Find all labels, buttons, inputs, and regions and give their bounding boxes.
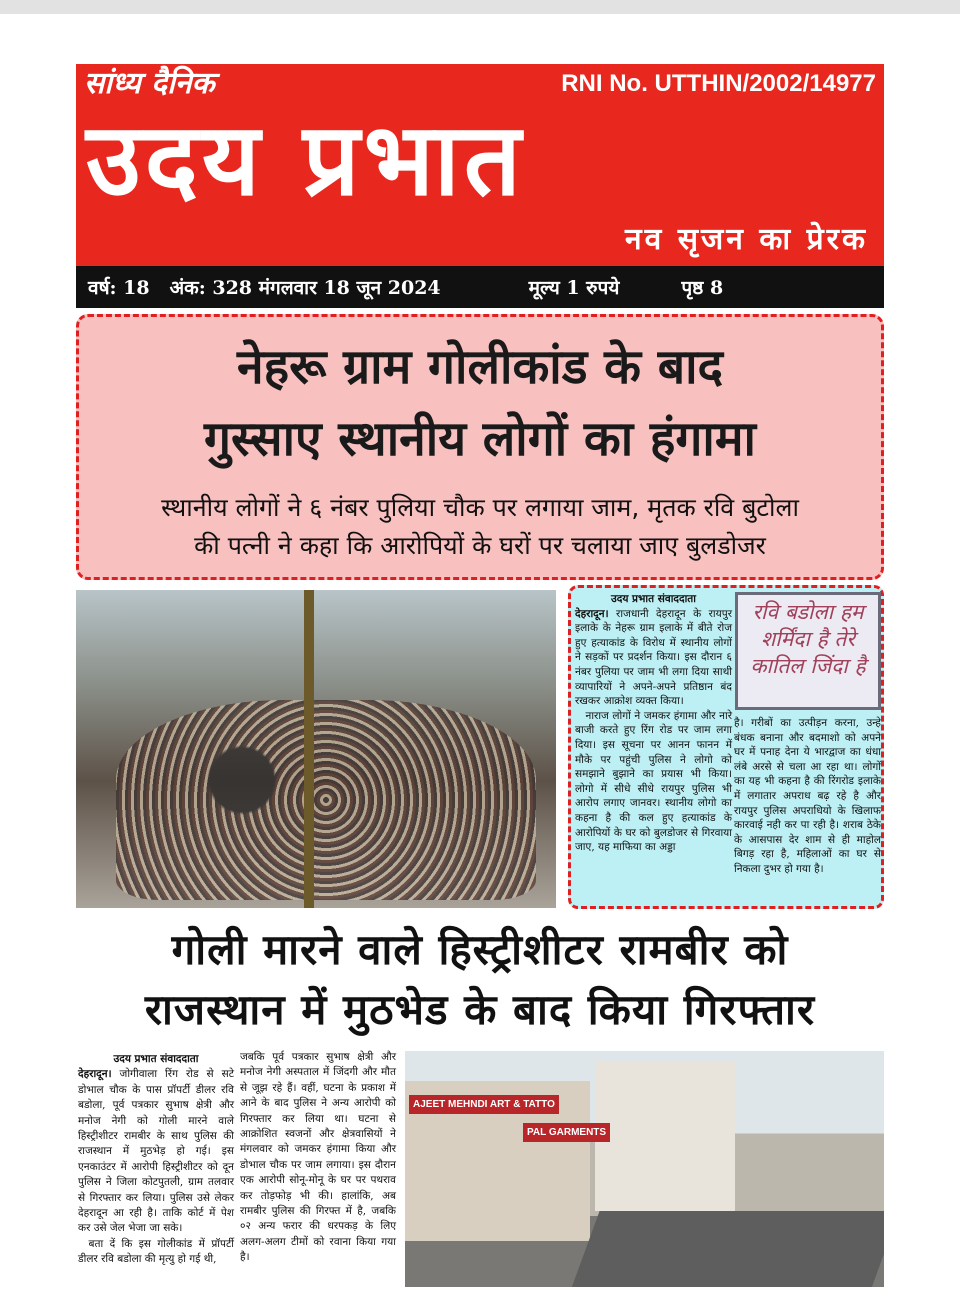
article-column: [78, 1052, 234, 1268]
byline: उदय प्रभात संवाददाता: [610, 593, 697, 605]
tagline: नव सृजन का प्रेरक: [624, 222, 868, 257]
article-text: जोगीवाला रिंग रोड से सटे डोभाल चौक के पास प्रॉपर्टी डीलर रवि बडोला, पूर्व पत्रकार सुभाष क्षेत्री और मनोज नेगी को गोली मारने वाले हिस्ट्रीशीटर रामबीर के साथ पुलिस की राजस्थान में मुठभेड़ हो गई। इस एनकाउंटर में आरोपी हिस्ट्रीशीटर को दून पुलिस ने जिला कोटपुतली, ग्राम तलवार से गिरफ्तार कर लिया। पुलिस उसे लेकर देहरादून आ रही है। ताकि कोर्ट में पेश कर उसे जेल भेजा जा सके।: [78, 1068, 235, 1235]
lead-headline: [79, 331, 881, 475]
headline-line: गोली मारने वाले हिस्ट्रीशीटर रामबीर को: [171, 925, 789, 974]
building: [595, 1061, 735, 1211]
shop-sign: AJEET MEHNDI ART & TATTO: [409, 1095, 559, 1114]
dateline: देहरादून।: [78, 1068, 112, 1081]
top-bar: [0, 0, 960, 14]
pages: पृष्ठ 8: [681, 277, 724, 299]
year: वर्ष: 18: [88, 277, 150, 299]
subheadline-line: स्थानीय लोगों ने ६ नंबर पुलिया चौक पर लगाया जाम, मृतक रवि बुटोला: [161, 493, 799, 522]
headline-line: गुस्साए स्थानीय लोगों का हंगामा: [204, 411, 756, 467]
price: मूल्य 1 रुपये: [528, 277, 620, 299]
newspaper-title: उदय प्रभात: [86, 101, 525, 218]
issue-info-bar: [76, 266, 884, 308]
pole: [304, 590, 314, 908]
byline: उदय प्रभात संवाददाता: [113, 1053, 199, 1065]
issue: अंक: 328 मंगलवार 18 जून 2024: [169, 277, 441, 299]
street-market-photo: [405, 1051, 884, 1287]
shop-sign: PAL GARMENTS: [523, 1123, 610, 1142]
lead-subheadline: [79, 489, 881, 565]
headline-line: नेहरू ग्राम गोलीकांड के बाद: [236, 339, 724, 395]
lead-headline-box: [76, 314, 884, 580]
road: [570, 1211, 884, 1287]
protest-crowd-photo: [76, 590, 556, 908]
crowd: [116, 700, 536, 900]
second-headline: [76, 920, 884, 1040]
masthead: [76, 64, 884, 266]
article-text: बता दें कि इस गोलीकांड में प्रॉपर्टी डीलर रवि बडोला की मृत्यु हो गई थी,: [78, 1237, 234, 1266]
article-column: [575, 592, 732, 855]
lead-article: [568, 585, 884, 909]
protest-sign-photo: रवि बडोला हम शर्मिंदा है तेरे कातिल जिंदा है: [735, 592, 881, 710]
article-column: है। गरीबों का उत्पीड़न करना, उन्हे बंधक बनाना और बदमाशो को अपने घर में पनाह देना ये भारद्वाज का धंधा लंबे अरसे से चला आ रहा था। लोगों का यह भी कहना है की रिंगरोड इलाके में लगातार अपराध बढ़ रहे है और रायपुर पुलिस अपराधियो के खिलाफ कारवाई नही कर पा रही है। शराब ठेके के आसपास देर शाम से ही माहोल बिगड़ रहा है, महिलाओं का घर से निकला दुभर हो गया है।: [734, 717, 881, 875]
article-column: जबकि पूर्व पत्रकार सुभाष क्षेत्री और मनोज नेगी अस्पताल में जिंदगी और मौत से जूझ रहे हैं। वहीं, घटना के प्रकाश में आने के बाद पुलिस ने अन्य आरोपी को गिरफ्तार कर लिया था। घटना से आक्रोशित स्वजनों और क्षेत्रवासियों ने मंगलवार को जमकर हंगामा किया और डोभाल चौक पर जाम लगाया। इस दौरान एक आरोपी सोनू-मोनू के घर पर पथराव कर तोड़फोड़ भी की। हालांकि, अब रामबीर पुलिस की गिरफ्त में है, जबकि ०२ अन्य फरार की धरपकड़ के लिए अलग-अलग टीमों को रवाना किया गया है।: [240, 1051, 396, 1264]
rni-number: RNI No. UTTHIN/2002/14977: [561, 70, 876, 97]
subheadline-line: की पत्नी ने कहा कि आरोपियों के घरों पर चलाया जाए बुलडोजर: [194, 531, 766, 560]
dateline: देहरादून।: [575, 607, 609, 620]
article-text: नाराज लोगों ने जमकर हंगामा और नारे बाजी करते हुए रिंग रोड पर जाम लगा दिया। इस सूचना पर आनन फानन में मौके पर पहुंची पुलिस ने लोगो को समझाने बुझाने का प्रयास भी किया। लोगो में सीधे सीधे रायपुर पुलिस भी आरोप लगाए जानवर। स्थानीय लोगो का कहना है की कल हुए हत्याकांड के आरोपियों के घर को बुलडोजर से गिरवाया जाए, यह माफिया का अड्डा: [575, 709, 732, 854]
article-text: राजधानी देहरादून के रायपुर इलाके के नेहरू ग्राम इलाके में बीते रोज हुए हत्याकांड के विरोध में स्थानीय लोगों ने सड़कों पर प्रदर्शन किया। इस दौरान ६ नंबर पुलिया पर जाम भी लगा दिया साथी व्यापारियों ने अपने-अपने प्रतिष्ठान बंद रखकर आक्रोश व्यक्त किया।: [575, 607, 732, 708]
masthead-subtitle: सांध्य दैनिक: [84, 66, 215, 101]
headline-line: राजस्थान में मुठभेड के बाद किया गिरफ्तार: [144, 985, 816, 1034]
